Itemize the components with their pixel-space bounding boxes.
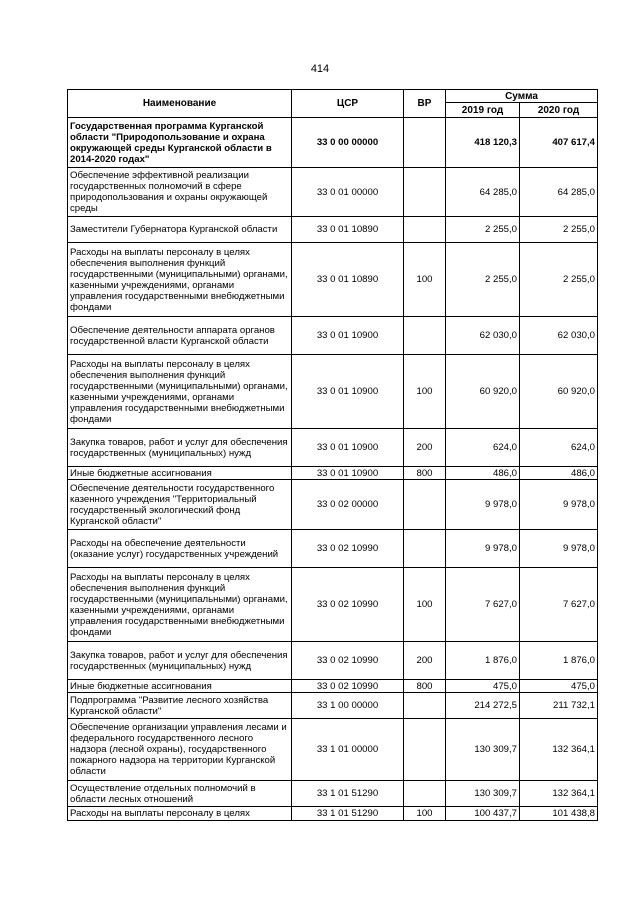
table-row (68, 480, 598, 530)
row-vr: 200 (404, 429, 446, 467)
row-vr (404, 530, 446, 568)
row-csr: 33 1 00 00000 (292, 693, 404, 719)
table-row (68, 243, 598, 317)
row-amount-2019: 475,0 (446, 680, 520, 693)
row-amount-2020: 475,0 (520, 680, 598, 693)
row-amount-2019: 130 309,7 (446, 719, 520, 781)
row-csr: 33 0 02 10990 (292, 680, 404, 693)
row-csr: 33 0 02 10990 (292, 530, 404, 568)
row-amount-2019: 60 920,0 (446, 355, 520, 429)
row-name: Обеспечение организации управления лесами и федерального государственного лесного надзора (лесной охраны), государственного пожарного надзора на территории Курганской области (68, 719, 292, 781)
table-row (68, 781, 598, 807)
header-csr: ЦСР (292, 90, 404, 118)
row-amount-2019: 64 285,0 (446, 168, 520, 217)
budget-table (67, 89, 598, 821)
table-row (68, 693, 598, 719)
page-number: 414 (310, 63, 330, 75)
row-csr: 33 0 01 10900 (292, 355, 404, 429)
header-vr: ВР (404, 90, 446, 118)
row-amount-2019: 214 272,5 (446, 693, 520, 719)
row-amount-2020: 2 255,0 (520, 243, 598, 317)
row-amount-2019: 418 120,3 (446, 118, 520, 168)
row-amount-2019: 9 978,0 (446, 530, 520, 568)
row-csr: 33 0 02 00000 (292, 480, 404, 530)
row-amount-2020: 101 438,8 (520, 807, 598, 821)
table-row (68, 642, 598, 680)
row-name: Обеспечение эффективной реализации государственных полномочий в сфере природопользования и охраны окружающей среды (68, 168, 292, 217)
row-amount-2020: 486,0 (520, 467, 598, 480)
row-csr: 33 0 01 00000 (292, 168, 404, 217)
row-name: Расходы на выплаты персоналу в целях (68, 807, 292, 821)
row-csr: 33 0 01 10890 (292, 217, 404, 243)
row-amount-2019: 62 030,0 (446, 317, 520, 355)
row-amount-2019: 2 255,0 (446, 243, 520, 317)
row-name: Расходы на выплаты персоналу в целях обеспечения выполнения функций государственными (муниципальными) органами, казенными учреждениями, органами управления государственными внебюджетными фондами (68, 568, 292, 642)
row-vr (404, 217, 446, 243)
table-row (68, 568, 598, 642)
row-amount-2019: 7 627,0 (446, 568, 520, 642)
row-amount-2019: 624,0 (446, 429, 520, 467)
row-name: Иные бюджетные ассигнования (68, 467, 292, 480)
table-body (68, 118, 598, 821)
table-row (68, 355, 598, 429)
row-csr: 33 0 01 10900 (292, 429, 404, 467)
row-vr: 200 (404, 642, 446, 680)
row-amount-2020: 64 285,0 (520, 168, 598, 217)
row-csr: 33 0 02 10990 (292, 642, 404, 680)
row-vr: 100 (404, 807, 446, 821)
table-row (68, 317, 598, 355)
table-row (68, 680, 598, 693)
row-vr (404, 719, 446, 781)
row-csr: 33 0 02 10990 (292, 568, 404, 642)
row-csr: 33 0 01 10900 (292, 317, 404, 355)
row-amount-2020: 211 732,1 (520, 693, 598, 719)
row-vr: 100 (404, 243, 446, 317)
table-row (68, 719, 598, 781)
row-amount-2020: 2 255,0 (520, 217, 598, 243)
table-row (68, 118, 598, 168)
row-csr: 33 1 01 51290 (292, 781, 404, 807)
row-amount-2020: 60 920,0 (520, 355, 598, 429)
row-name: Обеспечение деятельности государственного казенного учреждения "Территориальный государственный экологический фонд Курганской области" (68, 480, 292, 530)
header-year-2019: 2019 год (446, 103, 520, 118)
row-name: Закупка товаров, работ и услуг для обеспечения государственных (муниципальных) нужд (68, 429, 292, 467)
table-header (68, 90, 598, 118)
row-amount-2019: 2 255,0 (446, 217, 520, 243)
row-name: Расходы на выплаты персоналу в целях обеспечения выполнения функций государственными (муниципальными) органами, казенными учреждениями, органами управления государственными внебюджетными фондами (68, 355, 292, 429)
row-amount-2020: 7 627,0 (520, 568, 598, 642)
row-name: Расходы на выплаты персоналу в целях обеспечения выполнения функций государственными (муниципальными) органами, казенными учреждениями, органами управления государственными внебюджетными фондами (68, 243, 292, 317)
row-csr: 33 0 01 10890 (292, 243, 404, 317)
row-amount-2020: 9 978,0 (520, 480, 598, 530)
row-amount-2020: 624,0 (520, 429, 598, 467)
row-vr (404, 317, 446, 355)
row-amount-2019: 1 876,0 (446, 642, 520, 680)
row-name: Расходы на обеспечение деятельности (оказание услуг) государственных учреждений (68, 530, 292, 568)
header-sum: Сумма (446, 90, 598, 103)
row-name: Закупка товаров, работ и услуг для обеспечения государственных (муниципальных) нужд (68, 642, 292, 680)
table-row (68, 217, 598, 243)
row-amount-2020: 132 364,1 (520, 781, 598, 807)
header-name: Наименование (68, 90, 292, 118)
row-vr: 100 (404, 355, 446, 429)
table-row (68, 530, 598, 568)
row-name: Осуществление отдельных полномочий в области лесных отношений (68, 781, 292, 807)
row-csr: 33 1 01 00000 (292, 719, 404, 781)
row-csr: 33 0 00 00000 (292, 118, 404, 168)
row-vr (404, 480, 446, 530)
row-vr (404, 781, 446, 807)
row-vr: 800 (404, 680, 446, 693)
row-name: Заместители Губернатора Курганской области (68, 217, 292, 243)
table-row (68, 429, 598, 467)
table-row (68, 807, 598, 821)
row-amount-2019: 486,0 (446, 467, 520, 480)
table-row (68, 467, 598, 480)
row-amount-2019: 130 309,7 (446, 781, 520, 807)
row-name: Иные бюджетные ассигнования (68, 680, 292, 693)
row-name: Подпрограмма "Развитие лесного хозяйства Курганской области" (68, 693, 292, 719)
row-name: Государственная программа Курганской области "Природопользование и охрана окружающей среды Курганской области в 2014-2020 годах" (68, 118, 292, 168)
row-amount-2020: 62 030,0 (520, 317, 598, 355)
row-vr (404, 693, 446, 719)
row-amount-2020: 132 364,1 (520, 719, 598, 781)
table-row (68, 168, 598, 217)
header-year-2020: 2020 год (520, 103, 598, 118)
row-csr: 33 1 01 51290 (292, 807, 404, 821)
row-amount-2020: 407 617,4 (520, 118, 598, 168)
row-vr: 800 (404, 467, 446, 480)
row-csr: 33 0 01 10900 (292, 467, 404, 480)
row-amount-2020: 1 876,0 (520, 642, 598, 680)
row-vr (404, 118, 446, 168)
row-amount-2019: 9 978,0 (446, 480, 520, 530)
row-amount-2019: 100 437,7 (446, 807, 520, 821)
row-vr: 100 (404, 568, 446, 642)
row-name: Обеспечение деятельности аппарата органов государственной власти Курганской области (68, 317, 292, 355)
row-amount-2020: 9 978,0 (520, 530, 598, 568)
row-vr (404, 168, 446, 217)
